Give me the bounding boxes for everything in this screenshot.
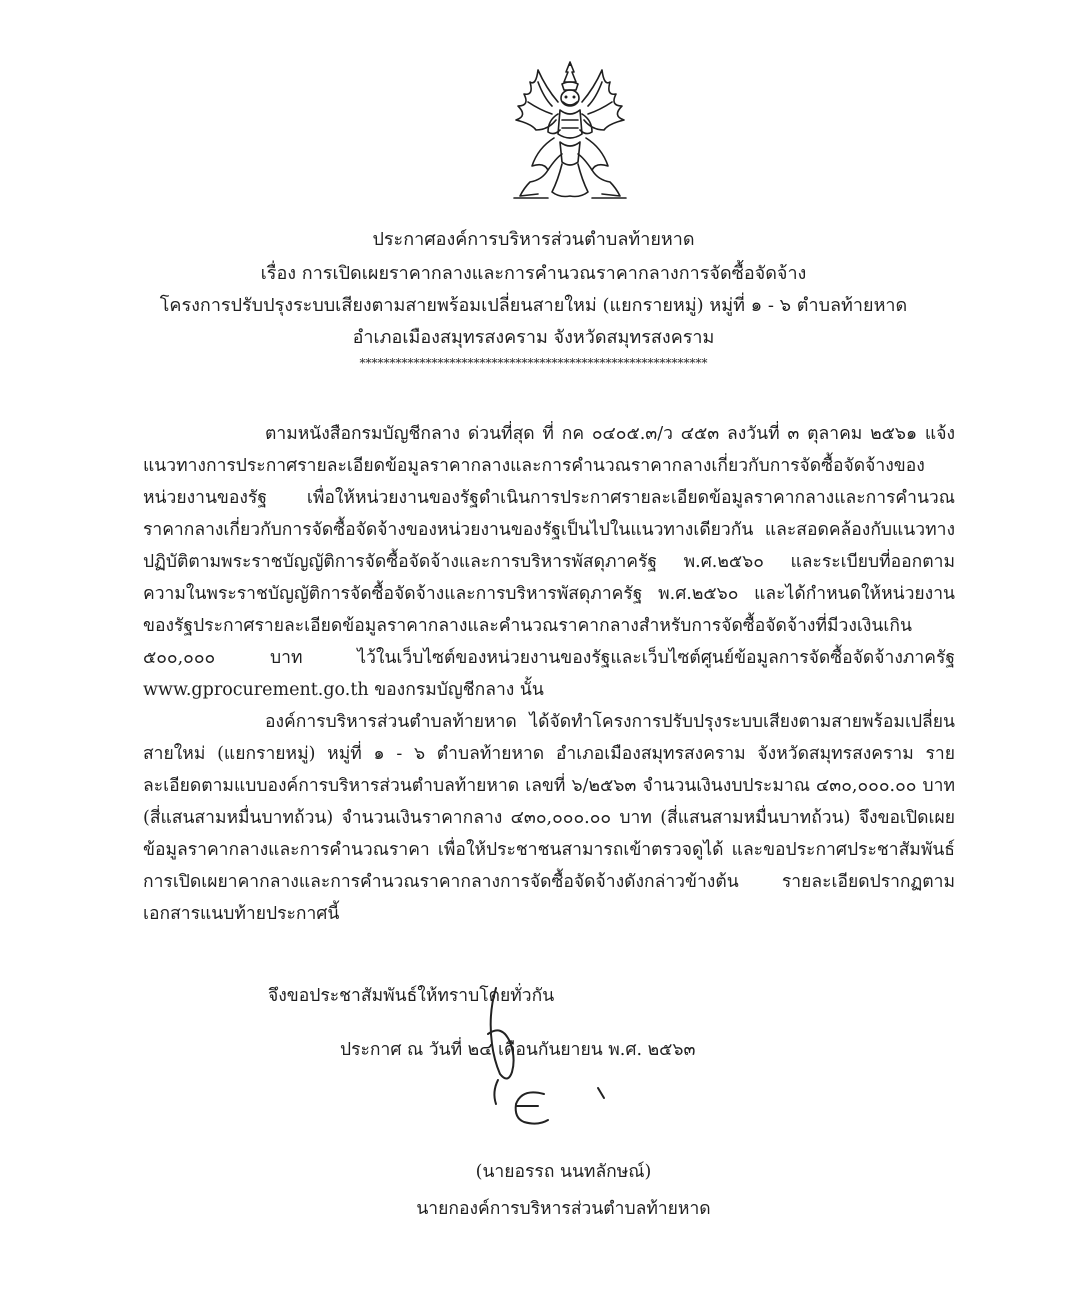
project-name: โครงการปรับปรุงระบบเสียงตามสายพร้อมเปลี่ยนสายใหม่ (แยกรายหมู่) หมู่ที่ ๑ - ๖ ตำบลท้ายหาด [159,295,908,316]
handwritten-signature-icon [458,984,628,1164]
garuda-emblem-icon [508,58,633,203]
signer-title: นายกองค์การบริหารส่วนตำบลท้ายหาด [416,1199,711,1219]
closing-statement: จึงขอประชาสัมพันธ์ให้ทราบโดยทั่วกัน [268,986,555,1006]
separator-line: ********************************************************** [359,356,708,370]
project-location: อำเภอเมืองสมุทรสงคราม จังหวัดสมุทรสงคราม [352,327,715,348]
announcement-title: ประกาศองค์การบริหารส่วนตำบลท้ายหาด [372,229,695,250]
announcement-date: ประกาศ ณ วันที่ ๒๔ เดือนกันยายน พ.ศ. ๒๕๖๓ [340,1040,696,1060]
announcement-subject: เรื่อง การเปิดเผยราคากลางและการคำนวณราคากลางการจัดซื้อจัดจ้าง [260,263,807,284]
body-paragraph-1: ตามหนังสือกรมบัญชีกลาง ด่วนที่สุด ที่ กค ๐๔๐๕.๓/ว ๔๕๓ ลงวันที่ ๓ ตุลาคม ๒๕๖๑ แจ้งแนวทางการประกาศรายละเอียดข้อมูลราคากลางและการคำนวณราคากลางเกี่ยวกับการจัดซื้อจัดจ้างของหน่วยงานของรัฐ เพื่อให้หน่วยงานของรัฐดำเนินการประกาศรายละเอียดข้อมูลราคากลางและการคำนวณราคากลางเกี่ยวกับการจัดซื้อจัดจ้างของหน่วยงานของรัฐเป็นไปในแนวทางเดียวกัน และสอดคล้องกับแนวทางปฏิบัติตามพระราชบัญญัติการจัดซื้อจัดจ้างและการบริหารพัสดุภาครัฐ พ.ศ.๒๕๖๐ และระเบียบที่ออกตามความในพระราชบัญญัติการจัดซื้อจัดจ้างและการบริหารพัสดุภาครัฐ พ.ศ.๒๕๖๐ และได้กำหนดให้หน่วยงานของรัฐประกาศรายละเอียดข้อมูลราคากลางและคำนวณราคากลางสำหรับการจัดซื้อจัดจ้างที่มีวงเงินเกิน ๕๐๐,๐๐๐ บาท ไว้ในเว็บไซต์ของหน่วยงานของรัฐและเว็บไซต์ศูนย์ข้อมูลการจัดซื้อจัดจ้างภาครัฐ www.gprocurement.go.th ของกรมบัญชีกลาง นั้น [143,424,955,700]
signer-name: (นายอรรถ นนทลักษณ์) [475,1162,652,1182]
body-paragraph-2: องค์การบริหารส่วนตำบลท้ายหาด ได้จัดทำโครงการปรับปรุงระบบเสียงตามสายพร้อมเปลี่ยนสายใหม่ (แยกรายหมู่) หมู่ที่ ๑ - ๖ ตำบลท้ายหาด อำเภอเมืองสมุทรสงคราม จังหวัดสมุทรสงคราม รายละเอียดตามแบบองค์การบริหารส่วนตำบลท้ายหาด เลขที่ ๖/๒๕๖๓ จำนวนเงินงบประมาณ ๔๓๐,๐๐๐.๐๐ บาท (สี่แสนสามหมื่นบาทถ้วน) จำนวนเงินราคากลาง ๔๓๐,๐๐๐.๐๐ บาท (สี่แสนสามหมื่นบาทถ้วน) จึงขอเปิดเผยข้อมูลราคากลางและการคำนวณราคา เพื่อให้ประชาชนสามารถเข้าตรวจดูได้ และขอประกาศประชาสัมพันธ์การเปิดเผยาคากลางและการคำนวณราคากลางการจัดซื้อจัดจ้างดังกล่าวข้างต้น รายละเอียดปรากฏตามเอกสารแนบท้ายประกาศนี้ [143,712,955,924]
